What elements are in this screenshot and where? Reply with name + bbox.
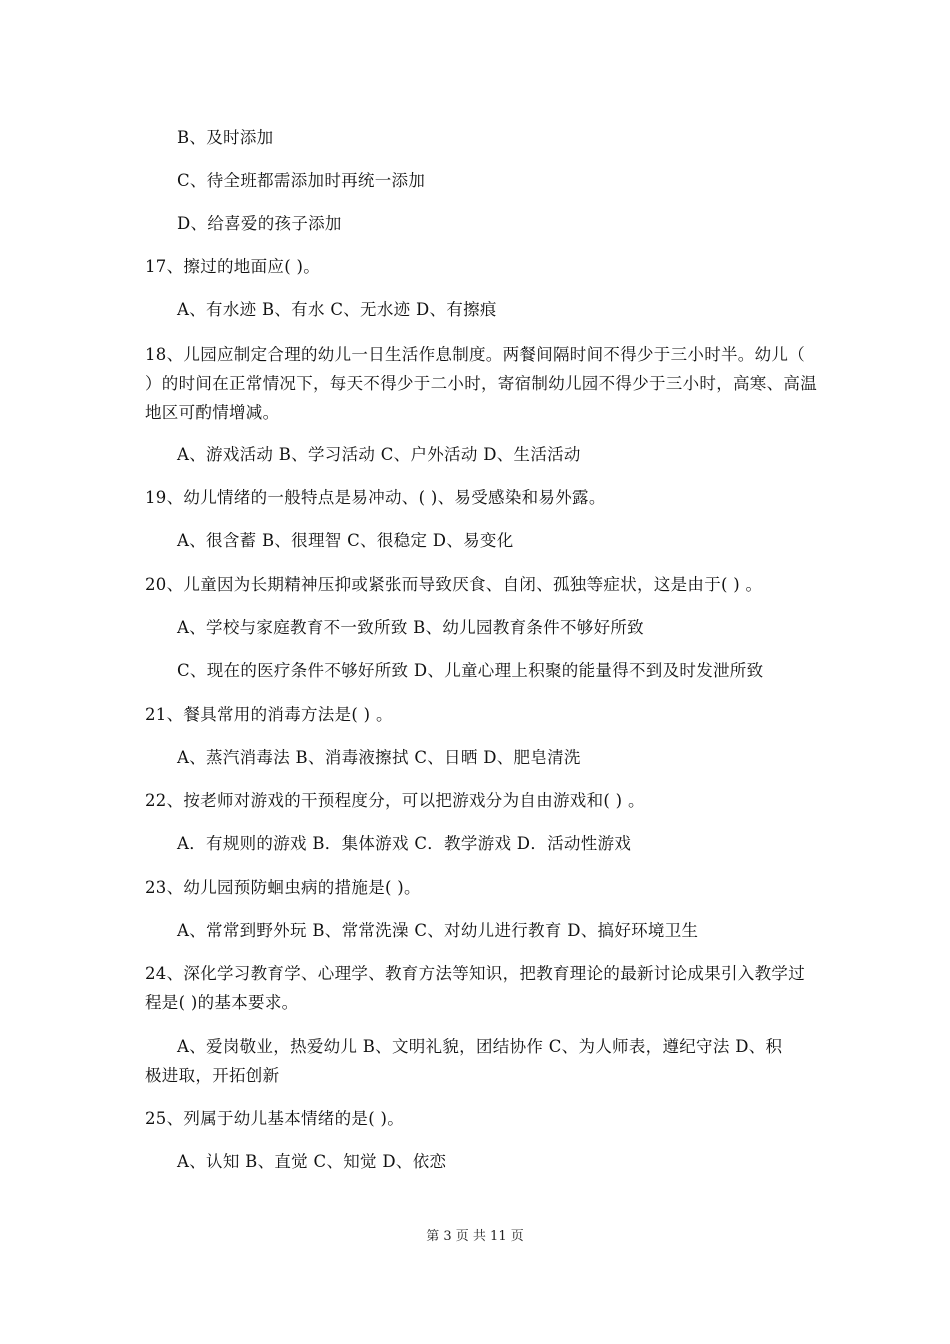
question-18-line-2: ）的时间在正常情况下，每天不得少于二小时，寄宿制幼儿园不得少于三小时，高寒、高温 [145,374,817,393]
q23-options: A、常常到野外玩 B、常常洗澡 C、对幼儿进行教育 D、搞好环境卫生 [177,921,699,940]
q25-options: A、认知 B、直觉 C、知觉 D、依恋 [177,1152,447,1171]
question-17: 17、擦过的地面应( )。 [145,257,321,276]
q24-options-line-1: A、爱岗敬业，热爱幼儿 B、文明礼貌，团结协作 C、为人师表，遵纪守法 D、积 [177,1037,783,1056]
question-23: 23、幼儿园预防蛔虫病的措施是( )。 [145,878,421,897]
question-19: 19、幼儿情绪的一般特点是易冲动、( )、易受感染和易外露。 [145,488,606,507]
q19-options: A、很含蓄 B、很理智 C、很稳定 D、易变化 [177,531,514,550]
q20-options-cd: C、现在的医疗条件不够好所致 D、儿童心理上积聚的能量得不到及时发泄所致 [177,661,764,680]
question-22: 22、按老师对游戏的干预程度分，可以把游戏分为自由游戏和( ) 。 [145,791,645,810]
question-21: 21、餐具常用的消毒方法是( ) 。 [145,705,393,724]
q18-options: A、游戏活动 B、学习活动 C、户外活动 D、生活活动 [177,445,581,464]
question-20: 20、儿童因为长期精神压抑或紧张而导致厌食、自闭、孤独等症状，这是由于( ) 。 [145,575,763,594]
q16-option-c: C、待全班都需添加时再统一添加 [177,171,426,190]
question-25: 25、列属于幼儿基本情绪的是( )。 [145,1109,405,1128]
page-footer: 第 3 页 共 11 页 [426,1229,524,1244]
q17-options: A、有水迹 B、有水 C、无水迹 D、有擦痕 [177,300,497,319]
q21-options: A、蒸汽消毒法 B、消毒液擦拭 C、日晒 D、肥皂清洗 [177,748,581,767]
q16-option-b: B、及时添加 [177,128,274,147]
question-18-line-1: 18、儿园应制定合理的幼儿一日生活作息制度。两餐间隔时间不得少于三小时半。幼儿（ [145,345,805,364]
question-18-line-3: 地区可酌情增减。 [145,403,280,422]
q20-options-ab: A、学校与家庭教育不一致所致 B、幼儿园教育条件不够好所致 [177,618,644,637]
question-24-line-1: 24、深化学习教育学、心理学、教育方法等知识，把教育理论的最新讨论成果引入教学过 [145,964,805,983]
q24-options-line-2: 极进取，开拓创新 [145,1066,280,1085]
q16-option-d: D、给喜爱的孩子添加 [177,214,342,233]
question-24-line-2: 程是( )的基本要求。 [145,993,299,1012]
q22-options: A．有规则的游戏 B．集体游戏 C．教学游戏 D．活动性游戏 [177,834,632,853]
